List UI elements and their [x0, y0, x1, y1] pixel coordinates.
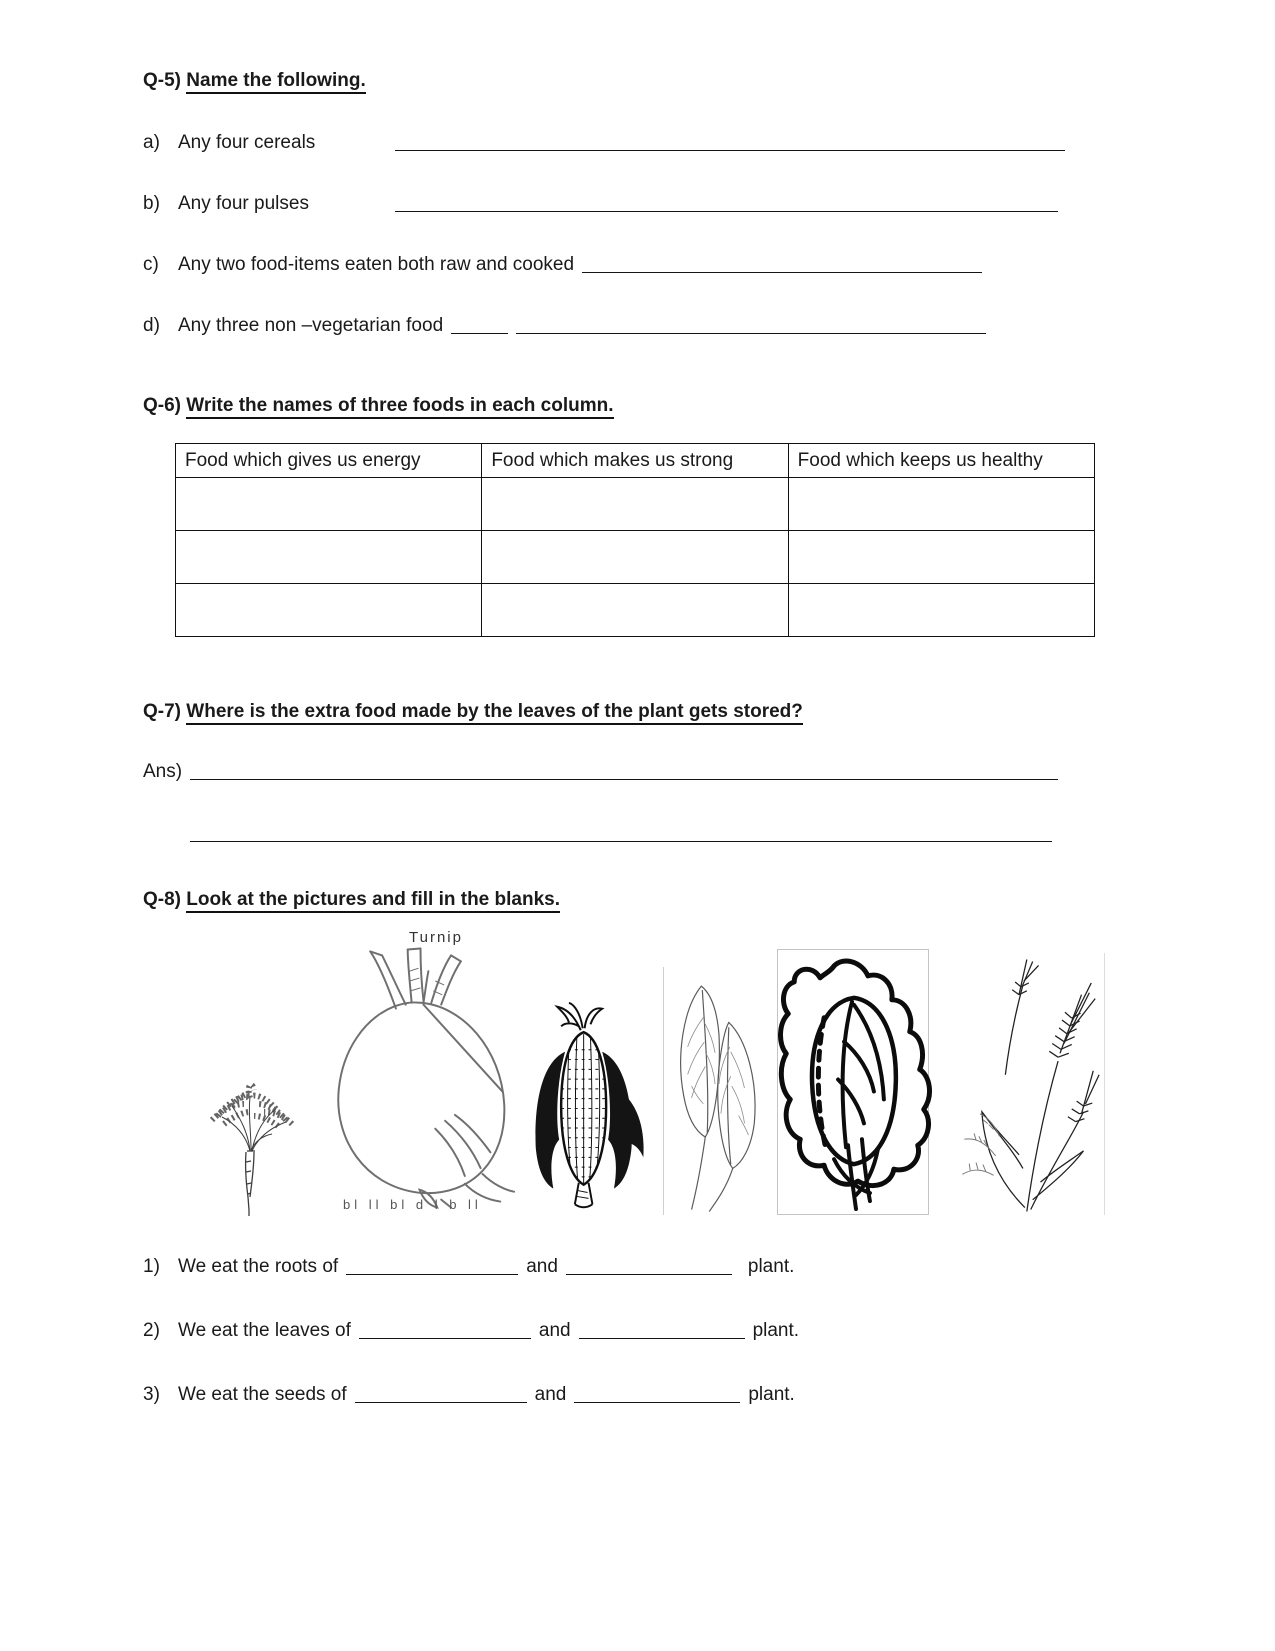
corn-icon [524, 997, 656, 1215]
turnip-caption-fragment-top: Turnip [409, 929, 463, 946]
q7-answer-row2 [190, 823, 1215, 845]
table-header-row [176, 444, 1095, 478]
empty-cell[interactable] [788, 584, 1094, 637]
sentence-conj: and [526, 1256, 558, 1277]
section-q7 [143, 699, 1215, 845]
q5-title: Name the following. [186, 70, 365, 94]
item-label: a) [143, 132, 160, 153]
sentence-text: We eat the roots of [178, 1256, 339, 1277]
empty-cell[interactable] [176, 584, 482, 637]
turnip-caption-fragment-bottom: bl ll bl d l b ll [343, 1197, 482, 1212]
sentence-conj: and [534, 1384, 567, 1405]
item-text: Any two food-items eaten both raw and cooked [178, 254, 575, 275]
answer-blank-line2[interactable] [190, 826, 1052, 842]
empty-cell[interactable] [176, 531, 482, 584]
q5-item-c [143, 253, 1215, 277]
q6-heading [143, 393, 1215, 419]
sentence-number: 3) [143, 1384, 160, 1405]
cabbage-illustration [777, 949, 929, 1215]
sentence-end: plant. [752, 1320, 800, 1341]
sentence-end: plant. [747, 1256, 795, 1277]
item-text: Any four pulses [178, 193, 309, 214]
cabbage-icon [778, 950, 928, 1214]
fill-blank-sentence-1 [143, 1255, 1215, 1279]
q5-heading [143, 68, 1215, 94]
wheat-illustration [936, 953, 1105, 1215]
column-header-healthy: Food which keeps us healthy [788, 444, 1094, 478]
q7-heading [143, 699, 1215, 725]
section-q6 [143, 393, 1215, 637]
section-q5 [143, 68, 1215, 338]
sentence-number: 1) [143, 1256, 160, 1277]
empty-cell[interactable] [482, 478, 788, 531]
table-row [176, 584, 1095, 637]
item-label: d) [143, 315, 160, 336]
turnip-illustration [325, 929, 517, 1215]
food-groups-table [175, 443, 1095, 637]
fill-blank-sentence-2 [143, 1319, 1215, 1343]
plant-pictures-row [188, 929, 1215, 1215]
sentence2-blank2[interactable] [579, 1323, 745, 1339]
sentence3-blank2[interactable] [574, 1387, 740, 1403]
column-header-strong: Food which makes us strong [482, 444, 788, 478]
corn-illustration [524, 997, 656, 1215]
table-row [176, 531, 1095, 584]
empty-cell[interactable] [482, 584, 788, 637]
section-q8 [143, 887, 1215, 1407]
spinach-leaves-icon [670, 967, 768, 1215]
q8-heading [143, 887, 1215, 913]
q7-number: Q-7) [143, 701, 181, 722]
sentence-conj: and [538, 1320, 571, 1341]
q7-title: Where is the extra food made by the leaves of the plant gets stored? [186, 701, 803, 725]
item-text: Any four cereals [178, 132, 316, 153]
q7-answer-row [143, 761, 1215, 783]
answer-blank-d2[interactable] [516, 318, 986, 334]
sentence-end: plant. [748, 1384, 795, 1405]
item-text: Any three non –vegetarian food [178, 315, 444, 336]
item-label: b) [143, 193, 160, 214]
wheat-icon [937, 955, 1103, 1215]
answer-label: Ans) [143, 761, 183, 782]
answer-blank-c[interactable] [582, 257, 982, 273]
item-label: c) [143, 254, 159, 275]
answer-blank-line1[interactable] [190, 764, 1058, 780]
sentence2-blank1[interactable] [359, 1323, 531, 1339]
spinach-illustration [663, 967, 770, 1215]
empty-cell[interactable] [176, 478, 482, 531]
sentence1-blank2[interactable] [566, 1259, 732, 1275]
q5-item-d [143, 314, 1215, 338]
sentence3-blank1[interactable] [355, 1387, 527, 1403]
empty-cell[interactable] [482, 531, 788, 584]
column-header-energy: Food which gives us energy [176, 444, 482, 478]
q6-title: Write the names of three foods in each column. [186, 395, 613, 419]
carrot-illustration [188, 1054, 318, 1219]
table-row [176, 478, 1095, 531]
sentence1-blank1[interactable] [346, 1259, 518, 1275]
q8-number: Q-8) [143, 889, 181, 910]
empty-cell[interactable] [788, 478, 1094, 531]
fill-blank-sentence-3 [143, 1383, 1215, 1407]
q5-number: Q-5) [143, 70, 181, 91]
sentence-text: We eat the leaves of [178, 1320, 351, 1341]
q8-title: Look at the pictures and fill in the blanks. [186, 889, 560, 913]
q5-item-b [143, 192, 1215, 216]
answer-blank-a[interactable] [395, 135, 1065, 151]
empty-cell[interactable] [788, 531, 1094, 584]
answer-blank-d1[interactable] [451, 318, 508, 334]
q6-number: Q-6) [143, 395, 181, 416]
carrot-icon [188, 1054, 318, 1219]
answer-blank-b[interactable] [395, 196, 1058, 212]
q5-item-a [143, 131, 1215, 155]
sentence-text: We eat the seeds of [178, 1384, 347, 1405]
sentence-number: 2) [143, 1320, 160, 1341]
